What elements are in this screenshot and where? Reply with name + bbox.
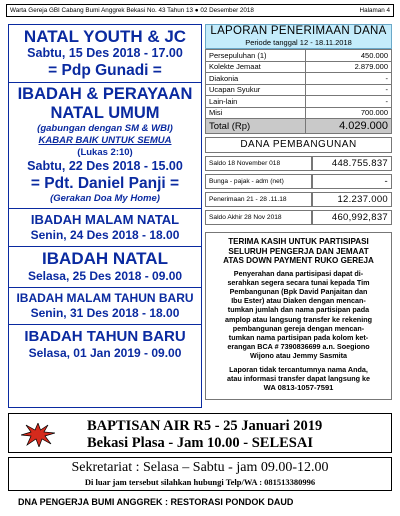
events-column [8, 24, 202, 408]
event-theme: (Gerakan Doa My Home) [50, 193, 160, 204]
sekretariat-box [8, 457, 392, 491]
event-speaker: = Pdp Gunadi = [48, 62, 162, 79]
pembangunan-row-value: 12.237.000 [312, 192, 392, 207]
sekretariat-contact: Di luar jam tersebut silahkan hubungi Telp/WA : 081513380996 [84, 477, 316, 487]
pembangunan-row-value: 460,992,837 [312, 210, 392, 225]
thanks-box [205, 232, 392, 400]
starburst-icon [21, 423, 55, 447]
pembangunan-row [205, 210, 392, 225]
pembangunan-row [205, 156, 392, 171]
newsletter-header [6, 4, 394, 17]
event-speaker: = Pdt. Daniel Panji = [30, 175, 180, 192]
laporan-row-value: 700.000 [305, 107, 391, 119]
laporan-total-row [206, 119, 392, 134]
thanks-body-line: Wijono atau Jemmy Sasmita [250, 351, 347, 361]
laporan-row-label: Persepuluhan (1) [206, 50, 306, 62]
thanks-footer [210, 365, 387, 383]
laporan-row-label: Misi [206, 107, 306, 119]
thanks-body-line: erangan BCA # 7390836699 a.n. Soegiono [227, 342, 370, 352]
event-title: IBADAH & PERAYAAN [17, 85, 193, 103]
thanks-footer-line: Laporan tidak tercantumnya nama Anda, [229, 364, 368, 374]
thanks-body-line: Ibu Ester) atau Diaken dengan mencan- [231, 296, 366, 306]
thanks-body-line: pembangunan gereja dengan mencan- [232, 323, 365, 333]
pembangunan-row [205, 192, 392, 207]
thanks-heading [210, 237, 387, 266]
total-label: Total (Rp) [206, 119, 306, 134]
thanks-body [210, 269, 387, 361]
thanks-body-line: Pembangunan (Bpk David Panjaitan dan [229, 286, 368, 296]
laporan-period: Periode tanggal 12 - 18.11.2018 [245, 38, 352, 47]
laporan-table [205, 49, 392, 134]
pembangunan-row-label: Saldo 18 November 018 [205, 156, 312, 171]
event-note: (gabungan dengan SM & WBI) [37, 123, 173, 134]
pembangunan-row-value: 448.755.837 [312, 156, 392, 171]
thanks-heading-line: ATAS DOWN PAYMENT RUKO GEREJA [223, 256, 374, 265]
pembangunan-row [205, 174, 392, 189]
laporan-row-value: - [305, 84, 391, 96]
thanks-body-line: tumkan jumlah dan nama partisipan pada [227, 305, 370, 315]
event-title: IBADAH NATAL [42, 249, 168, 268]
thanks-body-line: serahkan segera secara tunai kepada Tim [227, 277, 370, 287]
event-natal [9, 247, 201, 284]
event-date: Selasa, 25 Des 2018 - 09.00 [27, 269, 183, 283]
laporan-row-value: 2.879.000 [305, 61, 391, 73]
laporan-row [206, 61, 392, 73]
event-date: Senin, 31 Des 2018 - 18.00 [30, 306, 180, 320]
event-title: IBADAH MALAM TAHUN BARU [16, 291, 194, 305]
finance-column [205, 24, 392, 408]
laporan-row-value: - [305, 73, 391, 85]
event-date: Selasa, 01 Jan 2019 - 09.00 [28, 346, 182, 360]
baptis-box [8, 413, 392, 453]
event-title: IBADAH TAHUN BARU [24, 328, 186, 345]
thanks-body-line: Penyerahan dana partisipasi dapat di- [233, 268, 364, 278]
pembangunan-row-value: - [312, 174, 392, 189]
laporan-row-value: - [305, 96, 391, 108]
thanks-heading-line: TERIMA KASIH UNTUK PARTISIPASI [228, 237, 369, 246]
total-value: 4.029.000 [305, 119, 391, 134]
page-number: Halaman 4 [359, 7, 390, 14]
laporan-row-label: Kolekte Jemaat [206, 61, 306, 73]
thanks-body-line: tumkan nama partisipan pada kolom ket- [228, 332, 369, 342]
event-title: NATAL UMUM [50, 104, 160, 122]
laporan-header [205, 24, 392, 49]
footer-motto: DNA PENGERJA BUMI ANGGREK : RESTORASI PONDOK DAUD [18, 497, 294, 507]
laporan-title: LAPORAN PENERIMAAN DANA [210, 25, 387, 37]
baptis-line1: BAPTISAN AIR R5 - 25 Januari 2019 [87, 418, 323, 434]
header-info: Warta Gereja GBI Cabang Bumi Anggrek Bekasi No. 43 Tahun 13 ● 02 Desember 2018 [10, 7, 254, 14]
event-theme-heading: KABAR BAIK UNTUK SEMUA [38, 135, 172, 146]
laporan-row-label: Diakonia [206, 73, 306, 85]
event-title: NATAL YOUTH & JC [23, 27, 187, 46]
laporan-row-label: Ucapan Syukur [206, 84, 306, 96]
pembangunan-row-label: Bunga - pajak - adm (net) [205, 174, 312, 189]
thanks-wa: WA 0813-1057-7591 [263, 382, 334, 392]
thanks-footer-line: atau informasi transfer dapat langsung ke [227, 373, 370, 383]
event-natal-youth [9, 25, 201, 80]
event-title: IBADAH MALAM NATAL [30, 212, 180, 227]
laporan-row-label: Lain-lain [206, 96, 306, 108]
event-verse: (Lukas 2:10) [77, 147, 133, 158]
event-date: Sabtu, 15 Des 2018 - 17.00 [27, 46, 183, 60]
laporan-row [206, 50, 392, 62]
event-malam-tahun-baru [9, 288, 201, 321]
laporan-row [206, 84, 392, 96]
baptis-line2: Bekasi Plasa - Jam 10.00 - SELESAI [87, 435, 313, 451]
thanks-body-line: amplop atau langsung transfer ke rekening [225, 314, 372, 324]
laporan-row [206, 96, 392, 108]
pembangunan-table [205, 153, 392, 228]
thanks-heading-line: SELURUH PENGERJA DAN JEMAAT [228, 246, 369, 256]
pembangunan-row-label: Saldo Akhir 28 Nov 2018 [205, 210, 312, 225]
event-date: Sabtu, 22 Des 2018 - 15.00 [27, 159, 183, 173]
sekretariat-hours: Sekretariat : Selasa – Sabtu - jam 09.00-12.00 [71, 460, 329, 475]
laporan-row [206, 107, 392, 119]
pembangunan-row-label: Penerimaan 21 - 28 .11.18 [205, 192, 312, 207]
event-date: Senin, 24 Des 2018 - 18.00 [30, 228, 180, 242]
event-tahun-baru [9, 325, 201, 361]
laporan-row-value: 450.000 [305, 50, 391, 62]
event-natal-umum [9, 83, 201, 205]
laporan-row [206, 73, 392, 85]
pembangunan-title: DANA PEMBANGUNAN [205, 137, 392, 153]
event-malam-natal [9, 209, 201, 243]
